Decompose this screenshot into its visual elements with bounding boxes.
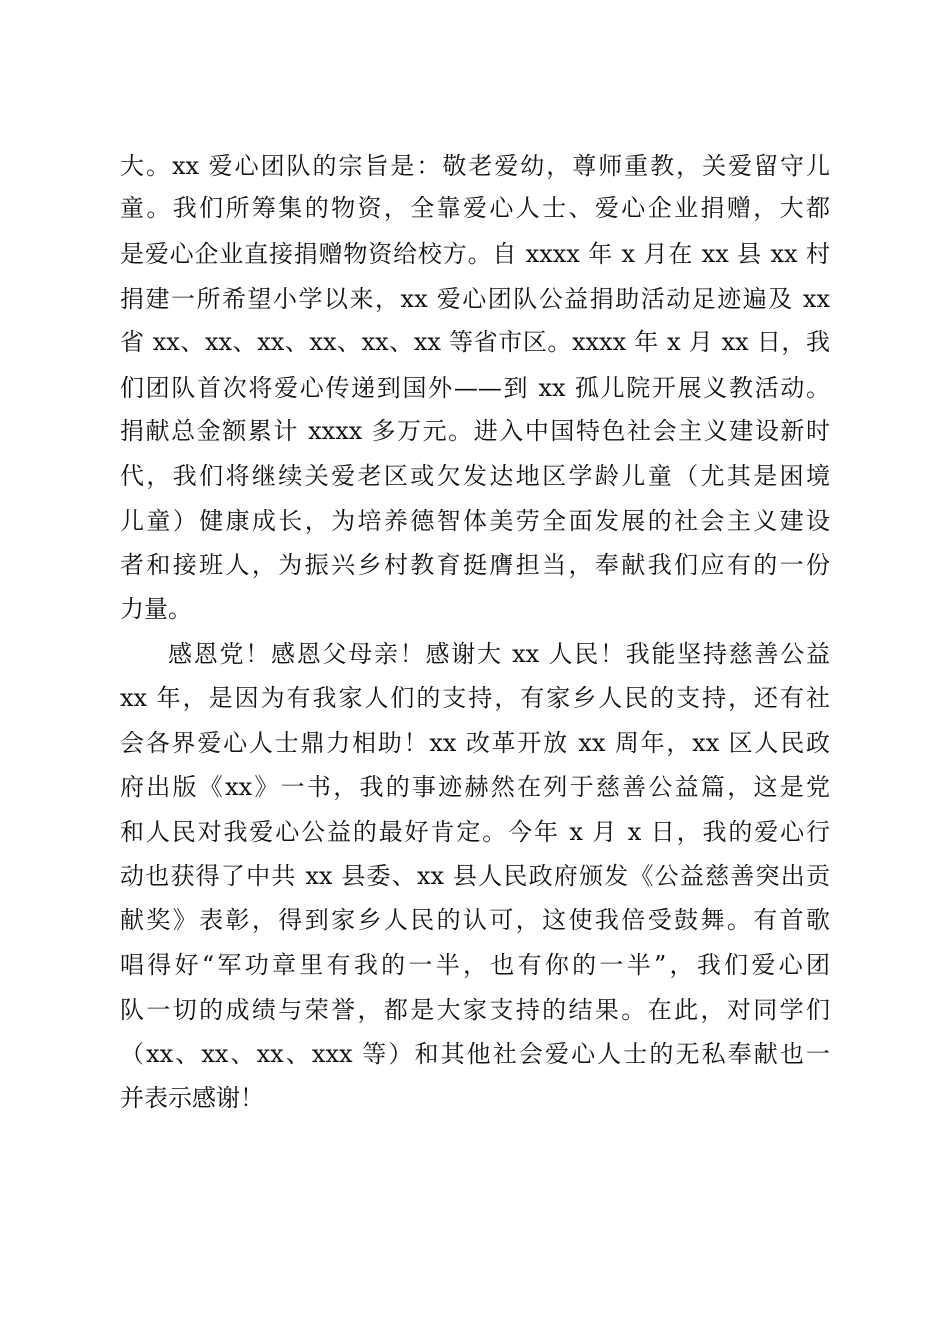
paragraph-1-line-2: 童。我们所筹集的物资，全靠爱心人士、爱心企业捐赠，大都 [120, 194, 830, 222]
paragraph-1-line-4: 捐建一所希望小学以来，xx 爱心团队公益捐助活动足迹遍及 xx [120, 285, 830, 313]
paragraph-2-line-5: 和人民对我爱心公益的最好肯定。今年 x 月 x 日，我的爱心行 [120, 818, 830, 846]
paragraph-2-line-8: 唱得好“军功章里有我的一半，也有你的一半”，我们爱心团 [120, 951, 830, 979]
paragraph-1-line-3: 是爱心企业直接捐赠物资给校方。自 xxxx 年 x 月在 xx 县 xx 村 [120, 240, 830, 268]
paragraph-2-line-3: 会各界爱心人士鼎力相助！xx 改革开放 xx 周年，xx 区人民政 [120, 729, 830, 757]
paragraph-2-line-9: 队一切的成绩与荣誉，都是大家支持的结果。在此，对同学们 [120, 996, 830, 1024]
paragraph-2-line-6: 动也获得了中共 xx 县委、xx 县人民政府颁发《公益慈善突出贡 [120, 862, 830, 890]
paragraph-1-line-9: 儿童）健康成长，为培养德智体美劳全面发展的社会主义建设 [120, 507, 830, 535]
paragraph-1-line-8: 代，我们将继续关爱老区或欠发达地区学龄儿童（尤其是困境 [120, 462, 830, 490]
paragraph-2-line-4: 府出版《xx》一书，我的事迹赫然在列于慈善公益篇，这是党 [120, 773, 830, 801]
paragraph-1-line-10: 者和接班人，为振兴乡村教育挺膺担当，奉献我们应有的一份 [120, 551, 830, 579]
paragraph-1-line-7: 捐献总金额累计 xxxx 多万元。进入中国特色社会主义建设新时 [120, 417, 830, 445]
paragraph-1-line-1: 大。xx 爱心团队的宗旨是：敬老爱幼，尊师重教，关爱留守儿 [120, 152, 830, 180]
paragraph-2-line-2: xx 年，是因为有我家人们的支持，有家乡人民的支持，还有社 [120, 684, 830, 712]
paragraph-1-line-11: 力量。 [120, 595, 192, 623]
paragraph-2-line-10: （xx、xx、xx、xxx 等）和其他社会爱心人士的无私奉献也一 [120, 1040, 830, 1068]
paragraph-1-line-6: 们团队首次将爱心传递到国外——到 xx 孤儿院开展义教活动。 [120, 374, 830, 402]
paragraph-1-line-5: 省 xx、xx、xx、xx、xx、xx 等省市区。xxxx 年 x 月 xx 日，我 [120, 328, 830, 356]
paragraph-2-line-7: 献奖》表彰，得到家乡人民的认可，这使我倍受鼓舞。有首歌 [120, 906, 830, 934]
paragraph-2-line-11: 并表示感谢！ [120, 1084, 264, 1112]
paragraph-2-line-1: 感恩党！感恩父母亲！感谢大 xx 人民！我能坚持慈善公益 [168, 640, 830, 668]
